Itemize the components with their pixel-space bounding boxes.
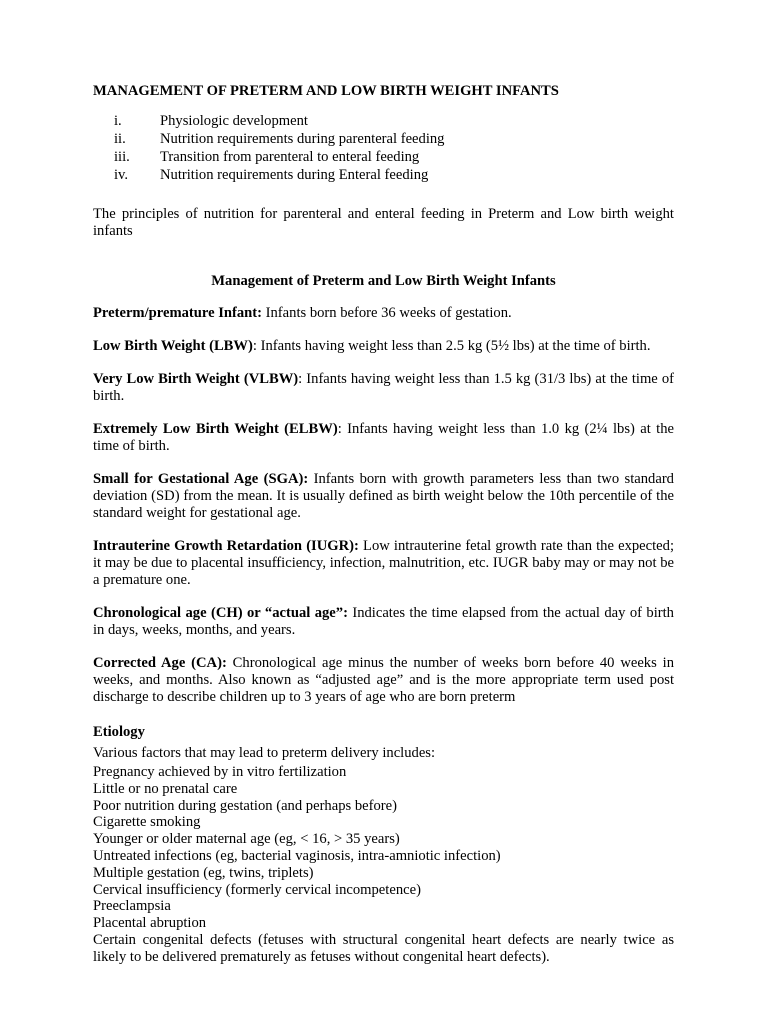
list-item: Untreated infections (eg, bacterial vaginosis, intra-amniotic infection) xyxy=(93,847,501,864)
list-item: Little or no prenatal care xyxy=(93,780,238,797)
list-item: Certain congenital defects (fetuses with structural congenital heart defects are nearly twice as likely to be delivered prematurely as fetuses without congenital heart defects). xyxy=(93,931,674,965)
definition-text: Indicates the time elapsed from the actual day of birth in days, weeks, months, and years. xyxy=(93,605,674,638)
definition-vlbw xyxy=(93,371,674,405)
definition-chronological-age xyxy=(93,605,674,639)
topic-item xyxy=(93,167,674,185)
definition-term: Small for Gestational Age (SGA): xyxy=(93,471,309,487)
document-page xyxy=(93,83,674,966)
topic-number: iii. xyxy=(114,149,130,165)
definition-iugr xyxy=(93,538,674,589)
definition-lbw xyxy=(93,338,674,355)
list-item: Pregnancy achieved by in vitro fertilization xyxy=(93,764,347,780)
intro-paragraph: The principles of nutrition for parenteral and enteral feeding in Preterm and Low birth weight infants xyxy=(93,206,674,239)
list-item: Cigarette smoking xyxy=(93,814,201,831)
definition-elbw xyxy=(93,421,674,455)
definition-corrected-age xyxy=(93,655,674,706)
definition-term: Corrected Age (CA): xyxy=(93,655,227,671)
definition-text: : Infants having weight less than 1.5 kg (31/3 lbs) at the time of birth. xyxy=(93,371,675,404)
topics-list xyxy=(93,113,674,185)
topic-item xyxy=(93,149,674,167)
topic-item xyxy=(93,131,674,149)
topic-number: ii. xyxy=(114,131,126,147)
list-item: Younger or older maternal age (eg, < 16, > 35 years) xyxy=(93,831,400,848)
list-item: Preeclampsia xyxy=(93,898,171,915)
definition-sga xyxy=(93,471,674,522)
topic-number: iv. xyxy=(114,167,129,183)
topic-text: Transition from parenteral to enteral feeding xyxy=(160,149,420,165)
topic-text: Nutrition requirements during Enteral feeding xyxy=(160,167,429,183)
definition-text: Chronological age minus the number of weeks born before 40 weeks in weeks, and months. Also known as “adjusted age” and is the more appropriate term used post discharge to describe children up to 3 years of age who are born preterm xyxy=(93,655,674,705)
definition-preterm xyxy=(93,305,674,322)
list-item: Poor nutrition during gestation (and perhaps before) xyxy=(93,797,397,814)
list-item: Placental abruption xyxy=(93,915,207,932)
definition-text: Infants born with growth parameters less than two standard deviation (SD) from the mean. It is usually defined as birth weight below the 10th percentile of the standard weight for gestational age. xyxy=(93,471,674,521)
definition-term: Preterm/premature Infant: xyxy=(93,305,262,321)
definition-text: : Infants having weight less than 1.0 kg (2¼ lbs) at the time of birth. xyxy=(93,421,674,454)
section-title: Management of Preterm and Low Birth Weight Infants xyxy=(211,273,556,289)
etiology-heading: Etiology xyxy=(93,724,145,740)
topic-text: Physiologic development xyxy=(160,113,308,129)
document-title: MANAGEMENT OF PRETERM AND LOW BIRTH WEIGHT INFANTS xyxy=(93,83,559,99)
definition-term: Chronological age (CH) or “actual age”: xyxy=(93,605,348,621)
definition-term: Very Low Birth Weight (VLBW) xyxy=(93,371,299,387)
definition-term: Intrauterine Growth Retardation (IUGR): xyxy=(93,538,359,554)
topic-item xyxy=(93,113,674,131)
topic-text: Nutrition requirements during parenteral feeding xyxy=(160,131,445,147)
list-item: Cervical insufficiency (formerly cervical incompetence) xyxy=(93,881,421,898)
definition-term: Extremely Low Birth Weight (ELBW) xyxy=(93,421,338,437)
definition-text: : Infants having weight less than 2.5 kg (5½ lbs) at the time of birth. xyxy=(252,338,651,354)
definition-text: Infants born before 36 weeks of gestation. xyxy=(262,305,512,321)
list-item: Multiple gestation (eg, twins, triplets) xyxy=(93,864,314,881)
topic-number: i. xyxy=(114,113,122,129)
etiology-intro: Various factors that may lead to preterm delivery includes: xyxy=(93,745,436,761)
definition-text: Low intrauterine fetal growth rate than the expected; it may be due to placental insufficiency, infection, malnutrition, etc. IUGR baby may or may not be a premature one. xyxy=(93,538,675,588)
etiology-factors-list xyxy=(93,764,674,966)
definition-term: Low Birth Weight (LBW) xyxy=(93,338,253,354)
